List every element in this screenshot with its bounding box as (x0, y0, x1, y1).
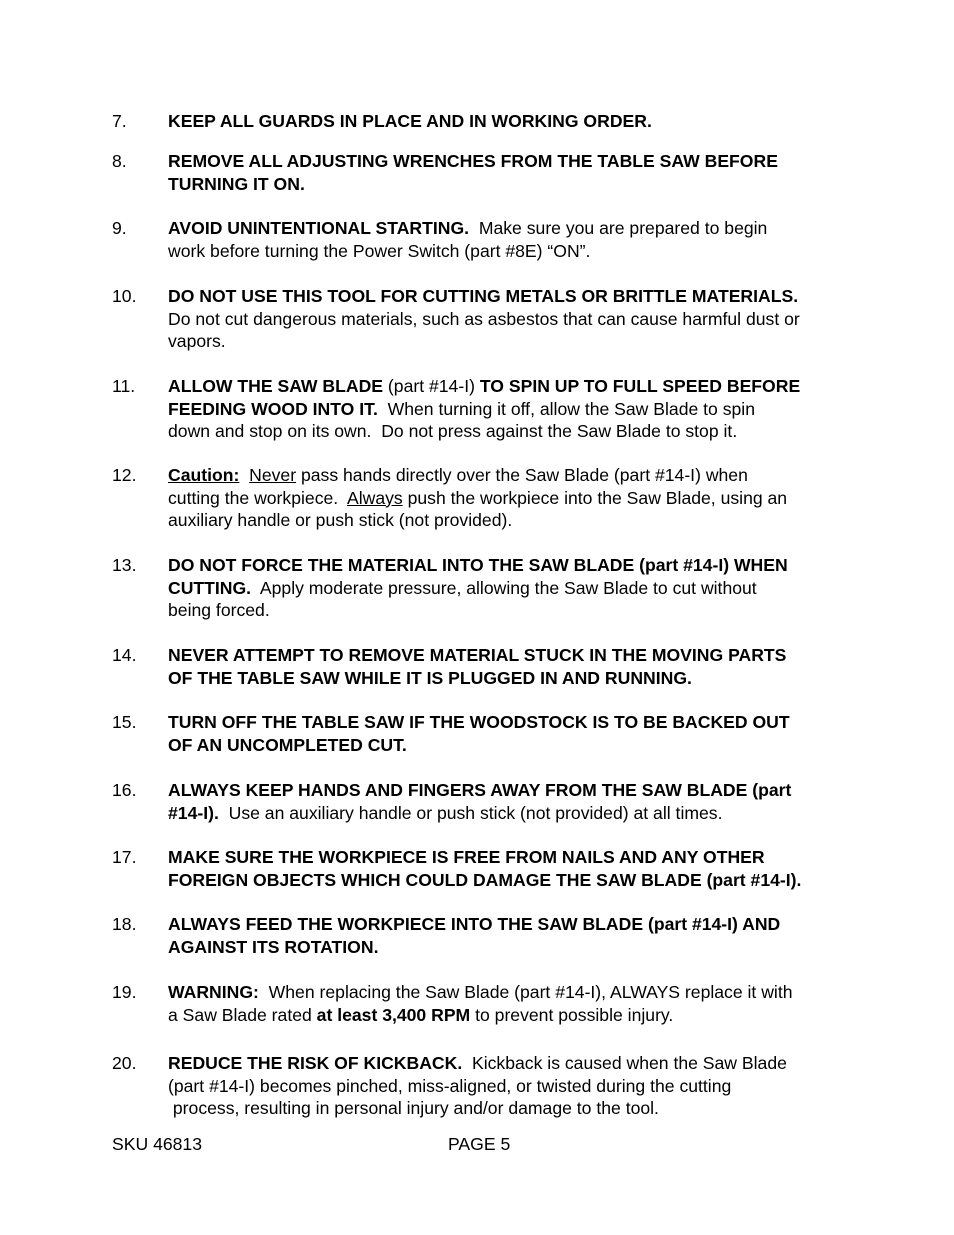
body-text: being forced. (168, 600, 270, 621)
text-line (168, 1097, 858, 1120)
bold-text: TO SPIN UP TO FULL SPEED BEFORE (479, 376, 801, 396)
item-number: 13. (112, 555, 137, 575)
item-text (168, 981, 858, 1026)
text-line (168, 217, 858, 240)
bold-text: AVOID UNINTENTIONAL STARTING. (168, 218, 470, 238)
text-line (168, 846, 858, 869)
footer-page-number: PAGE 5 (448, 1134, 511, 1154)
bold-text: KEEP ALL GUARDS IN PLACE AND IN WORKING ORDER. (168, 111, 652, 131)
underlined-text: Never (249, 465, 297, 485)
bold-text: OF THE TABLE SAW WHILE IT IS PLUGGED IN AND RUNNING. (168, 667, 692, 688)
body-text: process, resulting in personal injury and/or damage to the tool. (168, 1098, 659, 1119)
text-line (168, 802, 858, 825)
body-text: Do not cut dangerous materials, such as asbestos that can cause harmful dust or (168, 308, 800, 329)
item-number: 18. (112, 914, 137, 934)
bold-text: ALWAYS FEED THE WORKPIECE INTO THE SAW BLADE (part #14-I) AND (168, 914, 781, 934)
text-line (168, 308, 858, 331)
text-line (168, 554, 858, 577)
item-text (168, 554, 858, 622)
bold-text: NEVER ATTEMPT TO REMOVE MATERIAL STUCK IN THE MOVING PARTS (168, 645, 787, 665)
body-text: Use an auxiliary handle or push stick (not provided) at all times. (218, 802, 723, 823)
item-text (168, 217, 858, 262)
bold-text: ALLOW THE SAW BLADE (168, 376, 384, 396)
bold-text: REMOVE ALL ADJUSTING WRENCHES FROM THE TABLE SAW BEFORE (168, 151, 778, 171)
body-text: auxiliary handle or push stick (not provided). (168, 510, 513, 531)
item-text (168, 110, 858, 133)
item-number: 12. (112, 465, 137, 485)
bold-text: CUTTING. (168, 577, 252, 598)
text-line (168, 398, 858, 421)
body-text: Kickback is caused when the Saw Blade (462, 1053, 787, 1073)
item-text (168, 285, 858, 353)
item-number: 17. (112, 847, 137, 867)
text-line (168, 644, 858, 667)
bold-text: AGAINST ITS ROTATION. (168, 936, 379, 957)
item-number: 8. (112, 151, 127, 171)
body-text: Apply moderate pressure, allowing the Saw Blade to cut without (251, 577, 757, 598)
bold-text: REDUCE THE RISK OF KICKBACK. (168, 1053, 463, 1073)
body-text: push the workpiece into the Saw Blade, using an (402, 487, 788, 508)
text-line (168, 981, 858, 1004)
item-number: 11. (112, 376, 136, 396)
item-text (168, 711, 858, 756)
item-number: 9. (112, 218, 127, 238)
body-text: work before turning the Power Switch (part #8E) “ON”. (168, 240, 591, 261)
text-line (168, 464, 858, 487)
body-text: (part #14-I) (383, 376, 480, 396)
footer-sku: SKU 46813 (112, 1134, 202, 1154)
text-line (168, 330, 858, 353)
bold-text: WARNING: (168, 982, 259, 1002)
body-text: When turning it off, allow the Saw Blade to spin (377, 398, 756, 419)
text-line (168, 913, 858, 936)
text-line (168, 509, 858, 532)
body-text: a Saw Blade rated (168, 1004, 317, 1025)
body-text: down and stop on its own. Do not press against the Saw Blade to stop it. (168, 421, 738, 442)
item-number: 15. (112, 712, 137, 732)
text-line (168, 869, 858, 892)
bold-text: ALWAYS KEEP HANDS AND FINGERS AWAY FROM THE SAW BLADE (part (168, 780, 792, 800)
text-line (168, 487, 858, 510)
item-number: 19. (112, 982, 137, 1002)
item-text (168, 846, 858, 891)
bold-text: DO NOT FORCE THE MATERIAL INTO THE SAW BLADE (part #14-I) WHEN (168, 555, 788, 575)
item-number: 10. (112, 286, 137, 306)
text-line (168, 599, 858, 622)
body-text: (part #14-I) becomes pinched, miss-aligned, or twisted during the cutting (168, 1075, 732, 1096)
text-line (168, 711, 858, 734)
text-line (168, 577, 858, 600)
item-number: 7. (112, 111, 127, 131)
text-line (168, 375, 858, 398)
bold-text: FOREIGN OBJECTS WHICH COULD DAMAGE THE SAW BLADE (part #14-I). (168, 869, 802, 890)
bold-text: DO NOT USE THIS TOOL FOR CUTTING METALS OR BRITTLE MATERIALS. (168, 286, 799, 306)
bold-text: TURN OFF THE TABLE SAW IF THE WOODSTOCK IS TO BE BACKED OUT (168, 712, 790, 732)
text-line (168, 1052, 858, 1075)
text-line (168, 285, 858, 308)
text-line (168, 150, 858, 173)
item-text (168, 150, 858, 195)
item-number: 20. (112, 1053, 137, 1073)
item-number: 14. (112, 645, 137, 665)
body-text: pass hands directly over the Saw Blade (part #14-I) when (296, 465, 748, 485)
bold-text: at least 3,400 RPM (316, 1004, 471, 1025)
item-text (168, 644, 858, 689)
text-line (168, 734, 858, 757)
text-line (168, 667, 858, 690)
item-text (168, 779, 858, 824)
item-text (168, 913, 858, 958)
bold-text: FEEDING WOOD INTO IT. (168, 398, 378, 419)
body-text: vapors. (168, 331, 226, 352)
text-line (168, 173, 858, 196)
item-text (168, 464, 858, 532)
body-text: Make sure you are prepared to begin (469, 218, 768, 238)
text-line (168, 779, 858, 802)
item-text (168, 1052, 858, 1120)
bold-text: OF AN UNCOMPLETED CUT. (168, 734, 407, 755)
underlined-text: Always (346, 487, 403, 508)
body-text: When replacing the Saw Blade (part #14-I), ALWAYS replace it with (258, 982, 793, 1002)
text-line (168, 110, 858, 133)
item-text (168, 375, 858, 443)
text-line (168, 936, 858, 959)
bold-text: #14-I). (168, 802, 219, 823)
body-text: cutting the workpiece. (168, 487, 347, 508)
text-line (168, 1004, 858, 1027)
text-line (168, 1075, 858, 1098)
text-line (168, 240, 858, 263)
bold-text: MAKE SURE THE WORKPIECE IS FREE FROM NAILS AND ANY OTHER (168, 847, 765, 867)
body-text (239, 465, 249, 485)
item-number: 16. (112, 780, 137, 800)
body-text: to prevent possible injury. (470, 1004, 674, 1025)
bold-text: TURNING IT ON. (168, 173, 305, 194)
text-line (168, 420, 858, 443)
bold-text: Caution: (168, 465, 240, 485)
